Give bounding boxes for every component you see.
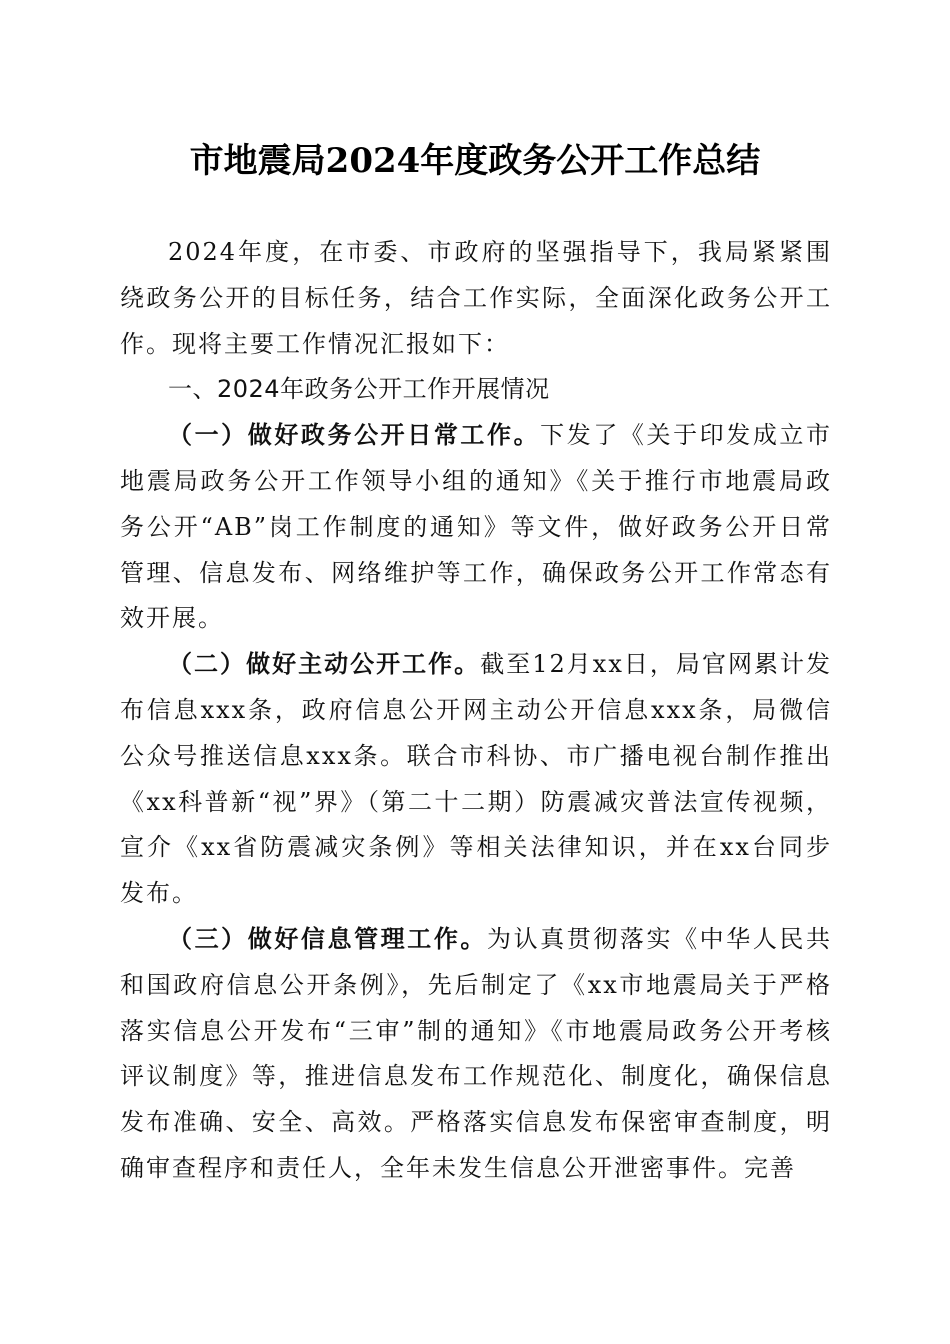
item-text-1: 下发了《关于印发成立市地震局政务公开工作领导小组的通知》《关于推行市地震局政务公开“AB”岗工作制度的通知》等文件，做好政务公开日常管理、信息发布、网络维护等工作，确保政务公开工作常态有效开展。 [120, 421, 833, 633]
document-title: 市地震局2024年度政务公开工作总结 [189, 141, 761, 181]
section-heading-1: 一、2024年政务公开工作开展情况 [168, 375, 550, 404]
item-paragraph-1 [120, 413, 832, 642]
item-text-2: 截至12月xx日，局官网累计发布信息xxx条，政府信息公开网主动公开信息xxx条，局微信公众号推送信息xxx条。联合市科协、市广播电视台制作推出《xx科普新“视”界》（第二十二期）防震减灾普法宣传视频，宣介《xx省防震减灾条例》等相关法律知识，并在xx台同步发布。 [120, 650, 833, 908]
item-text-3: 为认真贯彻落实《中华人民共和国政府信息公开条例》，先后制定了《xx市地震局关于严格落实信息公开发布“三审”制的通知》《市地震局政务公开考核评议制度》等，推进信息发布工作规范化、制度化，确保信息发布准确、安全、高效。严格落实信息发布保密审查制度，明确审查程序和责任人，全年未发生信息公开泄密事件。完善 [120, 924, 832, 1182]
item-paragraph-2 [120, 642, 832, 917]
item-lead-2: （二）做好主动公开工作。 [168, 650, 481, 679]
item-lead-1: （一）做好政务公开日常工作。 [168, 421, 541, 450]
intro-paragraph: 2024年度，在市委、市政府的坚强指导下，我局紧紧围绕政务公开的目标任务，结合工作实际，全面深化政务公开工作。现将主要工作情况汇报如下： [120, 238, 832, 358]
item-paragraph-3 [120, 917, 832, 1192]
item-lead-3: （三）做好信息管理工作。 [168, 924, 487, 953]
document-body [120, 230, 832, 1192]
